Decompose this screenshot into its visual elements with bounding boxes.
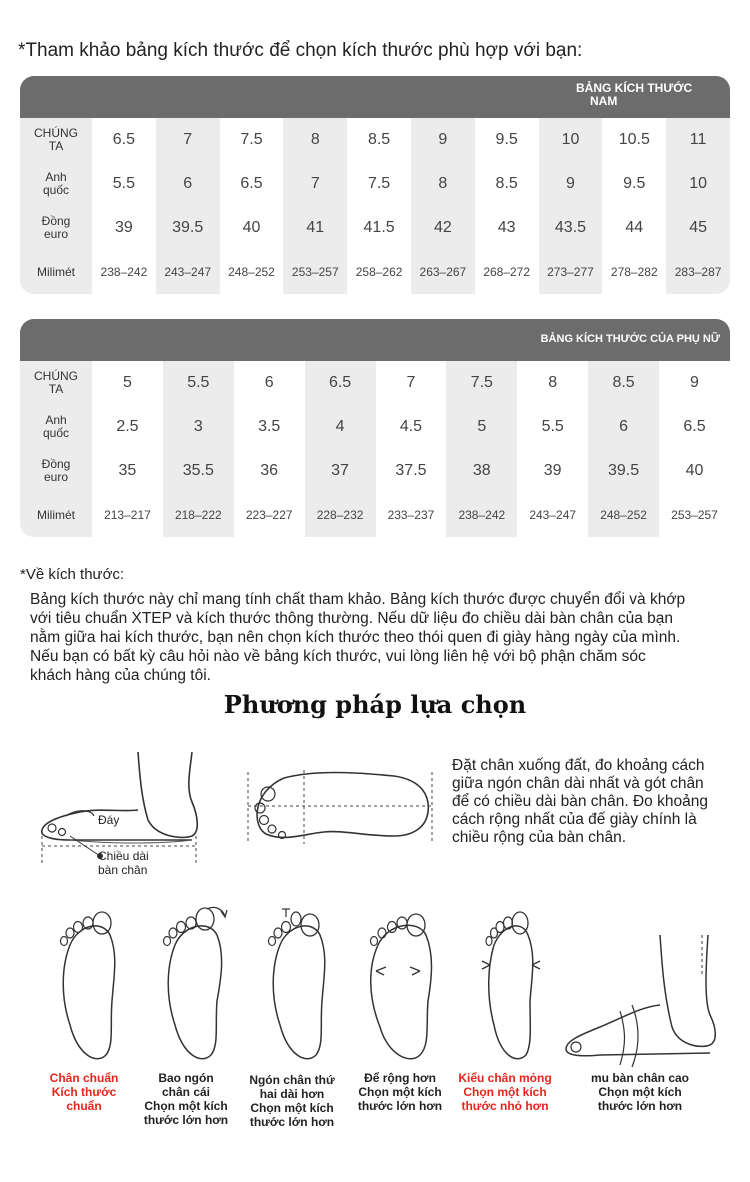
- size-cell: 38: [446, 449, 517, 493]
- size-cell: 10: [666, 162, 730, 206]
- foot-type-advice: Chọn một kích: [144, 1099, 228, 1113]
- row-label-line2: TA: [48, 139, 64, 153]
- foot-type-advice: Chọn một kích: [358, 1085, 442, 1099]
- measure-line: giữa ngón chân dài nhất và gót chân: [452, 775, 704, 792]
- row-label-us: [20, 118, 92, 162]
- row-label-line2: quốc: [42, 183, 70, 197]
- size-cell: 39: [517, 449, 588, 493]
- about-line: Nếu bạn có bất kỳ câu hỏi nào về bảng kích thước, vui lòng liên hệ với bộ phận chăm sóc: [30, 648, 646, 665]
- size-cell: 248–252: [588, 493, 659, 537]
- size-cell: 7.5: [220, 118, 284, 162]
- intro-text: *Tham khảo bảng kích thước để chọn kích thước phù hợp với bạn:: [18, 40, 583, 61]
- size-cell: 37.5: [376, 449, 447, 493]
- size-cell: 8: [283, 118, 347, 162]
- foot-type-caption: [138, 1071, 234, 1127]
- size-cell: 7.5: [347, 162, 411, 206]
- size-cell: 218–222: [163, 493, 234, 537]
- size-cell: 41: [283, 206, 347, 250]
- size-cell: 37: [305, 449, 376, 493]
- row-label-line2: euro: [43, 227, 69, 241]
- size-cell: 9: [411, 118, 475, 162]
- size-cell: 228–232: [305, 493, 376, 537]
- row-label-line2: quốc: [42, 426, 70, 440]
- size-cell: 243–247: [156, 250, 220, 294]
- size-cell: 233–237: [376, 493, 447, 537]
- size-row-uk: [20, 405, 730, 449]
- wide-foot-icon: [371, 914, 432, 1059]
- foot-type-caption: [36, 1071, 132, 1113]
- size-cell: 2.5: [92, 405, 163, 449]
- size-cell: 6.5: [659, 405, 730, 449]
- row-label-line1: Đồng: [41, 457, 71, 471]
- size-cell: 6: [234, 361, 305, 405]
- size-cell: 40: [220, 206, 284, 250]
- size-cell: 35: [92, 449, 163, 493]
- about-size-title: *Về kích thước:: [20, 566, 125, 583]
- foot-type-name: chân cái: [161, 1085, 211, 1099]
- size-cell: 3.5: [234, 405, 305, 449]
- size-cell: 5.5: [163, 361, 234, 405]
- size-row-uk: [20, 162, 730, 206]
- row-label-mm: [20, 493, 92, 537]
- row-label-eu: [20, 206, 92, 250]
- size-row-us: [20, 361, 730, 405]
- size-cell: 6.5: [305, 361, 376, 405]
- row-label-line1: CHÚNG: [34, 126, 78, 140]
- foot-type-caption: [242, 1073, 342, 1129]
- foot-type-advice: Kích thước: [51, 1085, 117, 1099]
- foot-type-advice: Chọn một kích: [598, 1085, 682, 1099]
- about-size-body: [30, 590, 730, 685]
- foot-type-name: Bao ngón: [158, 1071, 214, 1085]
- men-table-header: [20, 76, 730, 118]
- foot-type-name: mu bàn chân cao: [590, 1071, 690, 1085]
- size-cell: 36: [234, 449, 305, 493]
- size-cell: 253–257: [659, 493, 730, 537]
- foot-type-caption: [580, 1071, 700, 1113]
- size-cell: 238–242: [92, 250, 156, 294]
- size-cell: 4: [305, 405, 376, 449]
- measure-line: Đặt chân xuống đất, đo khoảng cách: [452, 757, 705, 774]
- size-cell: 42: [411, 206, 475, 250]
- size-cell: 213–217: [92, 493, 163, 537]
- foot-type-name: Để rộng hơn: [364, 1071, 436, 1085]
- size-cell: 3: [163, 405, 234, 449]
- foot-type-advice: thước lớn hơn: [249, 1115, 335, 1129]
- size-cell: 9.5: [602, 162, 666, 206]
- women-table-title: BẢNG KÍCH THƯỚC CỦA PHỤ NỮ: [540, 333, 720, 345]
- foot-type-name: Chân chuẩn: [49, 1071, 119, 1085]
- row-label-line1: Milimét: [37, 264, 75, 279]
- size-cell: 4.5: [376, 405, 447, 449]
- size-row-us: [20, 118, 730, 162]
- size-cell: 35.5: [163, 449, 234, 493]
- size-cell: 9: [659, 361, 730, 405]
- foot-length-label: [98, 849, 149, 877]
- foot-length-label-line1: Chiều dài: [98, 849, 149, 863]
- size-cell: 6.5: [220, 162, 284, 206]
- size-cell: 258–262: [347, 250, 411, 294]
- foot-type-advice: thước nhỏ hơn: [461, 1099, 549, 1113]
- size-cell: 5: [446, 405, 517, 449]
- size-cell: 6: [156, 162, 220, 206]
- row-label-line2: euro: [43, 470, 69, 484]
- size-cell: 11: [666, 118, 730, 162]
- size-row-mm: [20, 493, 730, 537]
- size-cell: 10.5: [602, 118, 666, 162]
- size-cell: 43: [475, 206, 539, 250]
- row-label-us: [20, 361, 92, 405]
- about-line: nằm giữa hai kích thước, bạn nên chọn kích thước theo thói quen đi giày hàng ngày của mình.: [30, 629, 681, 646]
- row-label-line1: CHÚNG: [34, 369, 78, 383]
- row-label-uk: [20, 162, 92, 206]
- size-cell: 5.5: [92, 162, 156, 206]
- size-cell: 6.5: [92, 118, 156, 162]
- size-cell: 8: [411, 162, 475, 206]
- about-line: với tiêu chuẩn XTEP và kích thước thông thường. Nếu dữ liệu đo chiều dài bàn chân của bạn: [30, 610, 673, 627]
- size-cell: 263–267: [411, 250, 475, 294]
- measure-line: chiều rộng của bàn chân.: [452, 829, 627, 846]
- women-table-grid: [20, 361, 730, 537]
- size-row-eu: [20, 206, 730, 250]
- size-cell: 8.5: [475, 162, 539, 206]
- row-label-eu: [20, 449, 92, 493]
- size-row-eu: [20, 449, 730, 493]
- size-cell: 243–247: [517, 493, 588, 537]
- size-cell: 7: [283, 162, 347, 206]
- foot-top-view-illustration: [244, 762, 436, 852]
- narrow-foot-icon: [482, 912, 540, 1059]
- size-cell: 253–257: [283, 250, 347, 294]
- row-label-line1: Đồng: [41, 214, 71, 228]
- measure-line: để có chiều dài bàn chân. Đo khoảng: [452, 793, 708, 810]
- size-cell: 238–242: [446, 493, 517, 537]
- men-table-grid: [20, 118, 730, 294]
- sole-label: Đáy: [98, 813, 120, 827]
- size-cell: 39.5: [588, 449, 659, 493]
- size-cell: 9.5: [475, 118, 539, 162]
- men-size-table: [20, 76, 730, 294]
- size-cell: 8.5: [588, 361, 659, 405]
- foot-type-advice: Chọn một kích: [250, 1101, 334, 1115]
- foot-type-advice: Chọn một kích: [463, 1085, 547, 1099]
- foot-type-advice: chuẩn: [66, 1099, 102, 1113]
- size-cell: 5: [92, 361, 163, 405]
- size-cell: 8: [517, 361, 588, 405]
- size-cell: 283–287: [666, 250, 730, 294]
- size-cell: 248–252: [220, 250, 284, 294]
- size-cell: 39: [92, 206, 156, 250]
- size-cell: 9: [539, 162, 603, 206]
- size-cell: 45: [666, 206, 730, 250]
- measure-line: cách rộng nhất của đế giày chính là: [452, 811, 697, 828]
- size-cell: 278–282: [602, 250, 666, 294]
- size-cell: 8.5: [347, 118, 411, 162]
- size-cell: 41.5: [347, 206, 411, 250]
- size-cell: 7: [156, 118, 220, 162]
- bunion-foot-icon: [164, 907, 228, 1058]
- women-size-table: [20, 319, 730, 537]
- size-cell: 268–272: [475, 250, 539, 294]
- row-label-mm: [20, 250, 92, 294]
- foot-length-label-line2: bàn chân: [98, 863, 148, 877]
- size-cell: 273–277: [539, 250, 603, 294]
- foot-type-advice: thước lớn hơn: [143, 1113, 229, 1127]
- foot-types-illustrations: [40, 905, 720, 1075]
- size-cell: 7.5: [446, 361, 517, 405]
- about-line: Bảng kích thước này chỉ mang tính chất tham khảo. Bảng kích thước được chuyển đổi và khớp: [30, 591, 686, 608]
- men-title-line2: NAM: [590, 94, 618, 108]
- foot-type-name: Kiểu chân mỏng: [458, 1071, 552, 1085]
- about-line: khách hàng của chúng tôi.: [30, 667, 211, 684]
- size-cell: 5.5: [517, 405, 588, 449]
- foot-type-caption: [452, 1071, 558, 1113]
- row-label-line1: Anh: [45, 413, 67, 427]
- women-table-header: [20, 319, 730, 361]
- foot-type-advice: thước lớn hơn: [357, 1099, 443, 1113]
- method-title: Phương pháp lựa chọn: [223, 690, 527, 719]
- standard-foot-icon: [61, 912, 115, 1059]
- foot-type-name: Ngón chân thứ: [249, 1073, 335, 1087]
- foot-type-caption: [352, 1071, 448, 1113]
- size-cell: 7: [376, 361, 447, 405]
- foot-type-name: hai dài hơn: [259, 1087, 325, 1101]
- long-second-toe-foot-icon: [269, 909, 325, 1059]
- row-label-line1: Milimét: [37, 507, 75, 522]
- row-label-line1: Anh: [45, 170, 67, 184]
- size-cell: 6: [588, 405, 659, 449]
- size-cell: 44: [602, 206, 666, 250]
- row-label-uk: [20, 405, 92, 449]
- row-label-line2: TA: [48, 382, 64, 396]
- foot-type-advice: thước lớn hơn: [597, 1099, 683, 1113]
- size-cell: 43.5: [539, 206, 603, 250]
- men-table-title: [576, 82, 692, 108]
- measure-instructions: [452, 757, 737, 847]
- size-cell: 39.5: [156, 206, 220, 250]
- high-instep-foot-icon: [566, 935, 715, 1067]
- men-title-line1: BẢNG KÍCH THƯỚC: [576, 81, 693, 95]
- size-cell: 10: [539, 118, 603, 162]
- size-cell: 223–227: [234, 493, 305, 537]
- size-cell: 40: [659, 449, 730, 493]
- size-row-mm: [20, 250, 730, 294]
